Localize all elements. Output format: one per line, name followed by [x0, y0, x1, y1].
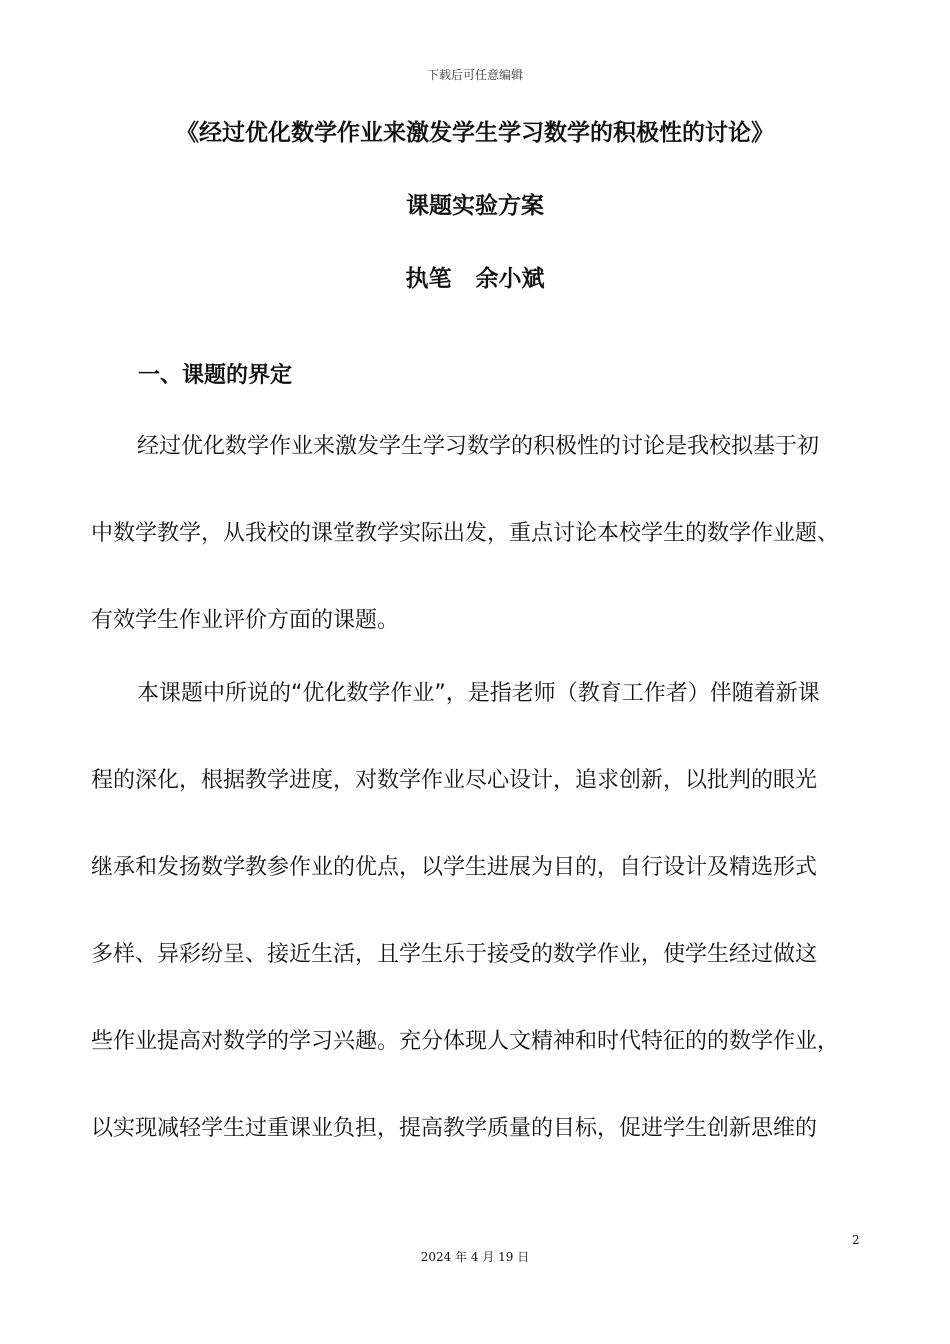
section-heading: 一、课题的界定 — [138, 363, 293, 388]
paragraph-2-line-6: 以实现减轻学生过重课业负担，提高教学质量的目标，促进学生创新思维的 — [91, 1116, 818, 1141]
paragraph-2-line-4: 多样、异彩纷呈、接近生活，且学生乐于接受的数学作业，使学生经过做这 — [91, 942, 818, 967]
paragraph-2-line-5: 些作业提高对数学的学习兴趣。充分体现人文精神和时代特征的的数学作业， — [91, 1029, 840, 1054]
header-note: 下载后可任意编辑 — [426, 68, 523, 82]
document-title: 《经过优化数学作业来激发学生学习数学的积极性的讨论》 — [176, 120, 774, 146]
paragraph-2-line-2: 程的深化，根据教学进度，对数学作业尽心设计，追求创新，以批判的眼光 — [91, 768, 818, 793]
paragraph-2-line-3: 继承和发扬数学教参作业的优点，以学生进展为目的，自行设计及精选形式 — [91, 855, 818, 880]
footer-date: 2024 年 4 月 19 日 — [420, 1250, 530, 1264]
author-label: 执笔 — [405, 266, 452, 292]
paragraph-1-line-2: 中数学教学，从我校的课堂教学实际出发，重点讨论本校学生的数学作业题、 — [91, 521, 840, 546]
paragraph-2-line-1: 本课题中所说的“优化数学作业”，是指老师（教育工作者）伴随着新课 — [137, 681, 820, 706]
paragraph-1-line-3: 有效学生作业评价方面的课题。 — [91, 608, 400, 633]
page-number: 2 — [852, 1233, 860, 1247]
author-line — [0, 260, 950, 293]
paragraph-1-line-1: 经过优化数学作业来激发学生学习数学的积极性的讨论是我校拟基于初 — [137, 434, 820, 459]
document-subtitle: 课题实验方案 — [406, 193, 544, 219]
author-name: 余小斌 — [475, 266, 545, 292]
